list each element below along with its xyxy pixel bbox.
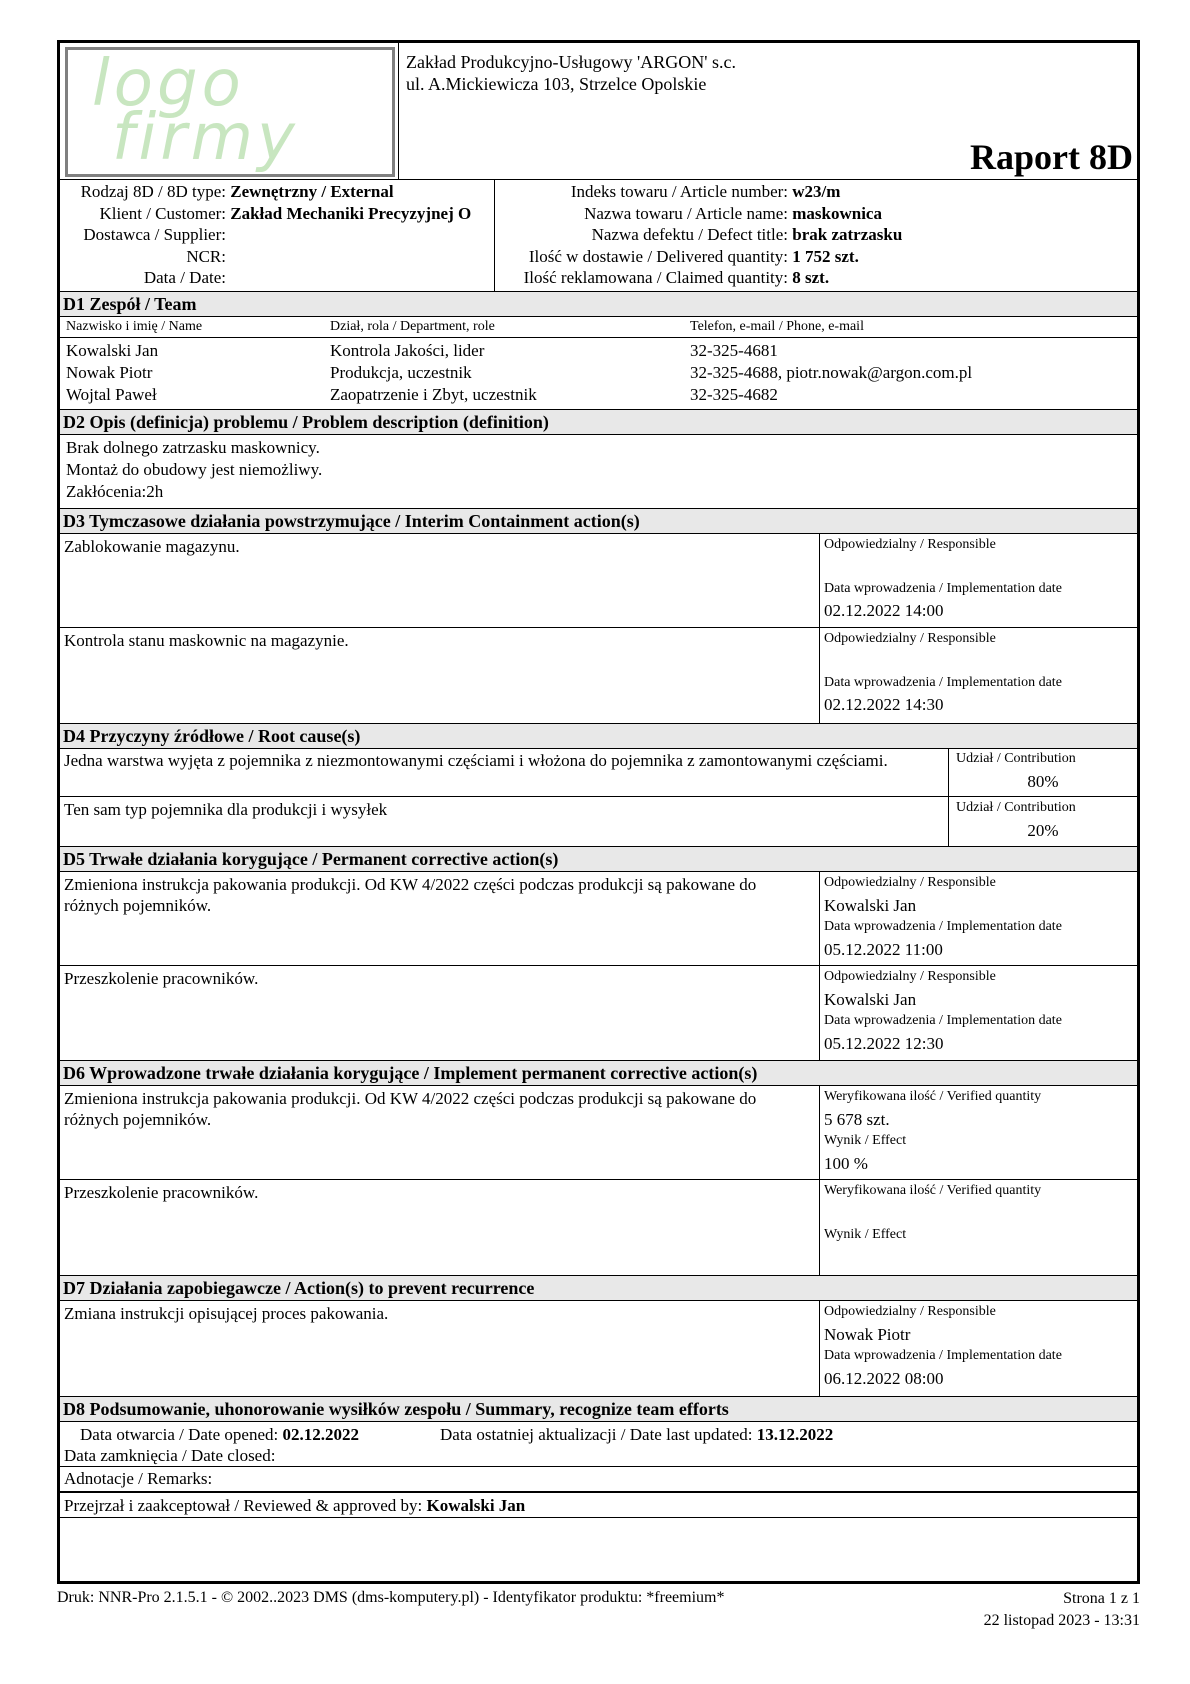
footer-page-info <box>984 1588 1140 1632</box>
remarks-label: Adnotacje / Remarks: <box>64 1469 213 1488</box>
claimed-qty-value: 8 szt. <box>792 268 830 287</box>
d1-col-phone: Telefon, e-mail / Phone, e-mail <box>690 319 864 334</box>
article-name-value: maskownica <box>792 203 882 223</box>
action-text: Kontrola stanu maskownic na magazynie. <box>64 631 349 650</box>
logo-line-1: logo <box>92 47 245 121</box>
defect-title-value: brak zatrzasku <box>792 225 903 244</box>
report-frame <box>57 40 1140 1584</box>
responsible-label: Odpowiedzialny / Responsible <box>824 537 996 552</box>
defect-title-label: Nazwa defektu / Defect title: <box>591 225 788 244</box>
footer-print-info: Druk: NNR-Pro 2.1.5.1 - © 2002..2023 DMS (dms-komputery.pl) - Identyfikator produktu: *freemium* <box>57 1589 725 1606</box>
date-label: Data / Date: <box>143 268 226 287</box>
verified-qty-label: Weryfikowana ilość / Verified quantity <box>824 1183 1042 1198</box>
impl-date-label: Data wprowadzenia / Implementation date <box>824 675 1062 690</box>
member-phone: 32-325-4681 <box>690 341 778 360</box>
impl-date-label: Data wprowadzenia / Implementation date <box>824 1348 1062 1363</box>
date-updated-label: Data ostatniej aktualizacji / Date last updated: <box>440 1425 753 1444</box>
d3-title: D3 Tymczasowe działania powstrzymujące / Interim Containment action(s) <box>60 509 1137 533</box>
delivered-qty-value: 1 752 szt. <box>792 246 859 266</box>
d8-title: D8 Podsumowanie, uhonorowanie wysiłków zespołu / Summary, recognize team efforts <box>60 1397 1137 1421</box>
supplier-label: Dostawca / Supplier: <box>83 225 226 244</box>
d7-title: D7 Działania zapobiegawcze / Action(s) to prevent recurrence <box>60 1276 1137 1300</box>
date-updated-value: 13.12.2022 <box>756 1425 834 1444</box>
member-dept: Zaopatrzenie i Zbyt, uczestnik <box>330 385 537 404</box>
member-dept: Kontrola Jakości, lider <box>330 341 485 360</box>
impl-date-label: Data wprowadzenia / Implementation date <box>824 919 1062 934</box>
action-text: Zmieniona instrukcja pakowania produkcji. Od KW 4/2022 części podczas produkcji są pakowane do różnych pojemników. <box>64 1089 757 1130</box>
approved-value: Kowalski Jan <box>426 1496 526 1515</box>
type-value: Zewnętrzny / External <box>230 182 394 201</box>
d2-line: Zakłócenia:2h <box>66 482 164 501</box>
d6-title: D6 Wprowadzone trwałe działania korygujące / Implement permanent corrective action(s) <box>60 1061 1137 1085</box>
type-label: Rodzaj 8D / 8D type: <box>80 182 226 201</box>
customer-label: Klient / Customer: <box>99 203 226 223</box>
impl-date-label: Data wprowadzenia / Implementation date <box>824 1013 1062 1028</box>
cause-text: Jedna warstwa wyjęta z pojemnika z niezmontowanymi częściami i włożona do pojemnika z zamontowanymi częściami. <box>64 751 888 770</box>
company-address: ul. A.Mickiewicza 103, Strzelce Opolskie <box>406 74 707 94</box>
contribution-label: Udział / Contribution <box>956 800 1076 815</box>
customer-value: Zakład Mechaniki Precyzyjnej O <box>230 203 472 223</box>
company-logo <box>65 47 395 177</box>
article-name-label: Nazwa towaru / Article name: <box>584 203 788 223</box>
responsible-value: Nowak Piotr <box>824 1325 911 1344</box>
impl-date-value: 02.12.2022 14:00 <box>824 601 944 620</box>
delivered-qty-label: Ilość w dostawie / Delivered quantity: <box>528 246 788 266</box>
member-name: Nowak Piotr <box>66 363 153 382</box>
d1-col-dept: Dział, rola / Department, role <box>330 319 495 334</box>
responsible-label: Odpowiedzialny / Responsible <box>824 1304 996 1319</box>
article-number-value: w23/m <box>792 182 841 201</box>
verified-qty-value: 5 678 szt. <box>824 1110 890 1129</box>
footer-print-date: 22 listopad 2023 - 13:31 <box>983 1612 1140 1629</box>
cause-text: Ten sam typ pojemnika dla produkcji i wysyłek <box>64 800 388 819</box>
d2-line: Montaż do obudowy jest niemożliwy. <box>66 460 323 479</box>
report-title: Raport 8D <box>970 137 1133 177</box>
responsible-value: Kowalski Jan <box>824 896 917 915</box>
action-text: Przeszkolenie pracowników. <box>64 1183 259 1202</box>
d4-title: D4 Przyczyny źródłowe / Root cause(s) <box>60 724 1137 748</box>
member-name: Kowalski Jan <box>66 341 159 360</box>
responsible-label: Odpowiedzialny / Responsible <box>824 631 996 646</box>
impl-date-value: 06.12.2022 08:00 <box>824 1369 944 1388</box>
contribution-value: 20% <box>1027 821 1059 840</box>
contribution-value: 80% <box>1027 772 1059 791</box>
d1-col-name: Nazwisko i imię / Name <box>66 319 203 334</box>
d5-title: D5 Trwałe działania korygujące / Permanent corrective action(s) <box>60 847 1137 871</box>
ncr-label: NCR: <box>186 246 226 266</box>
impl-date-label: Data wprowadzenia / Implementation date <box>824 581 1062 596</box>
member-phone: 32-325-4682 <box>690 385 778 404</box>
responsible-label: Odpowiedzialny / Responsible <box>824 969 996 984</box>
date-closed-label: Data zamknięcia / Date closed: <box>64 1446 276 1465</box>
action-text: Zmiana instrukcji opisującej proces pakowania. <box>64 1304 389 1323</box>
company-name: Zakład Produkcyjno-Usługowy 'ARGON' s.c. <box>406 52 736 72</box>
action-text: Zablokowanie magazynu. <box>64 537 240 556</box>
claimed-qty-label: Ilość reklamowana / Claimed quantity: <box>523 268 788 287</box>
effect-label: Wynik / Effect <box>824 1227 907 1242</box>
d2-line: Brak dolnego zatrzasku maskownicy. <box>66 438 320 457</box>
d1-title: D1 Zespół / Team <box>60 292 1137 316</box>
footer-page-number: Strona 1 z 1 <box>1063 1590 1140 1607</box>
impl-date-value: 05.12.2022 11:00 <box>824 940 943 959</box>
action-text: Przeszkolenie pracowników. <box>64 969 259 988</box>
effect-label: Wynik / Effect <box>824 1133 907 1148</box>
responsible-value: Kowalski Jan <box>824 990 917 1009</box>
article-number-label: Indeks towaru / Article number: <box>570 182 788 201</box>
member-name: Wojtal Paweł <box>66 385 157 404</box>
member-dept: Produkcja, uczestnik <box>330 363 472 382</box>
d2-title: D2 Opis (definicja) problemu / Problem description (definition) <box>60 410 1137 434</box>
date-opened-label: Data otwarcia / Date opened: <box>80 1425 279 1444</box>
effect-value: 100 % <box>824 1154 868 1173</box>
impl-date-value: 05.12.2022 12:30 <box>824 1034 944 1053</box>
responsible-label: Odpowiedzialny / Responsible <box>824 875 996 890</box>
date-opened-value: 02.12.2022 <box>282 1425 359 1444</box>
action-text: Zmieniona instrukcja pakowania produkcji. Od KW 4/2022 części podczas produkcji są pakowane do różnych pojemników. <box>64 875 757 916</box>
verified-qty-label: Weryfikowana ilość / Verified quantity <box>824 1089 1042 1104</box>
impl-date-value: 02.12.2022 14:30 <box>824 695 944 714</box>
approved-label: Przejrzał i zaakceptował / Reviewed & approved by: <box>64 1496 423 1515</box>
logo-line-2: firmy <box>112 101 299 175</box>
contribution-label: Udział / Contribution <box>956 751 1076 766</box>
member-phone: 32-325-4688, piotr.nowak@argon.com.pl <box>690 363 973 382</box>
